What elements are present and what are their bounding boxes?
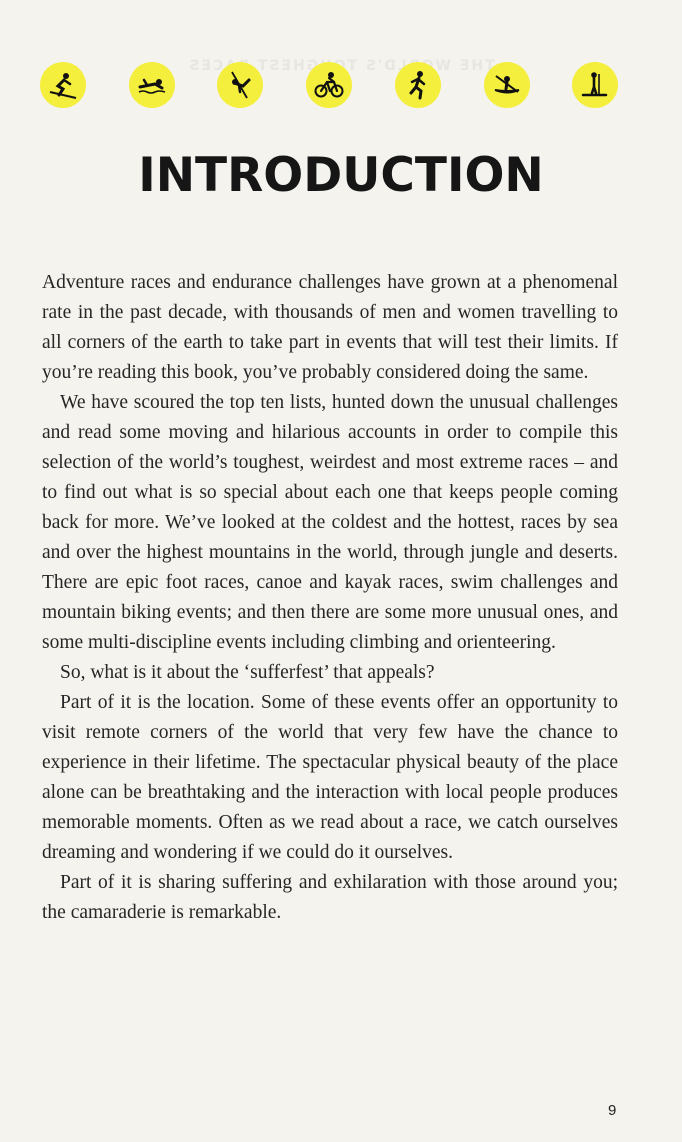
ghost-running-head: THE TOUGHEST RACES <box>187 58 495 74</box>
paddleboard-icon <box>572 62 618 108</box>
kayaking-icon <box>484 62 530 108</box>
paragraph: Adventure races and endurance challenges have grown at a phenomenal rate in the past decade, with thousands of men and women travelling to all corners of the earth to take part in events that will test their limits. If you’re reading this book, you’ve probably considered doing the same. <box>42 272 618 383</box>
sport-icons-row <box>40 62 620 112</box>
page-title: INTRODUCTION <box>138 148 544 203</box>
paragraph: Part of it is the location. Some of these events offer an opportunity to visit remote corners of the world that very few have the chance to experience in their lifetime. The spectacular physical beauty of the place alone can be breathtaking and the interaction with local people produces memorable moments. Often as we read about a race, we catch ourselves dreaming and wondering if we could do it ourselves. <box>42 692 618 863</box>
paragraph: Part of it is sharing suffering and exhilaration with those around you; the camaraderie is remarkable. <box>42 872 618 923</box>
paragraph: So, what is it about the ‘sufferfest’ that appeals? <box>60 662 435 683</box>
swimming-icon <box>129 62 175 108</box>
skiing-icon <box>40 62 86 108</box>
paragraph: We have scoured the top ten lists, hunted down the unusual challenges and read some moving and hilarious accounts in order to compile this selection of the world’s toughest, weirdest and most extreme races – and to find out what is so special about each one that keeps people coming back for more. We’ve looked at the coldest and the hottest, races by sea and over the highest mountains in the world, through jungle and deserts. There are epic foot races, canoe and kayak races, swim challenges and mountain biking events; and then there are some more unusual ones, and some multi-discipline events including climbing and orienteering. <box>42 392 618 653</box>
body-text <box>42 268 618 928</box>
page-number: 9 <box>608 1102 617 1119</box>
cycling-icon <box>306 62 352 108</box>
pole-vault-icon <box>217 62 263 108</box>
running-icon <box>395 62 441 108</box>
